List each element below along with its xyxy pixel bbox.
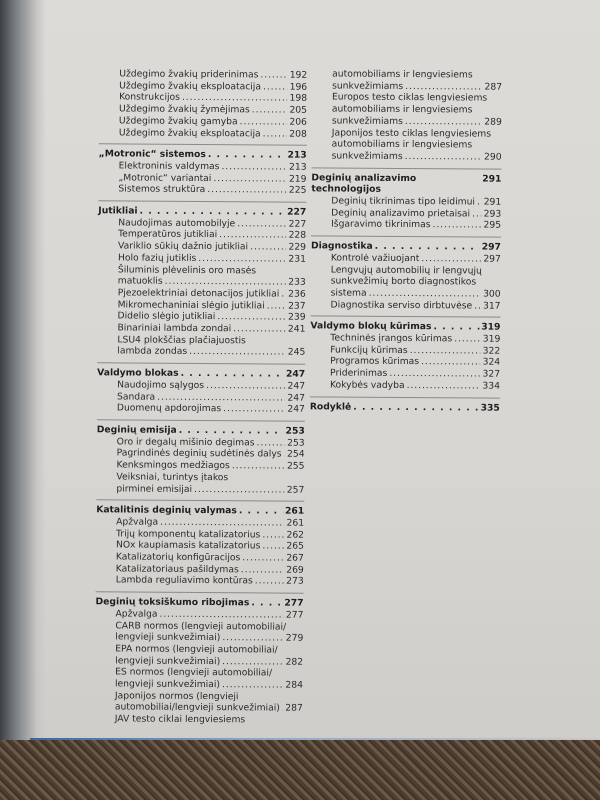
entry-page-number: 198 [289, 93, 308, 105]
entry-title: Uždegimo žvakių eksploatacija [118, 126, 261, 139]
entry-title: Katalizatoriaus pašildymas [115, 563, 239, 575]
entry-line [332, 150, 502, 163]
section-page-number: 253 [285, 425, 305, 437]
dot-leader [477, 197, 482, 209]
dot-leader [206, 380, 286, 392]
entry-page-number: 295 [483, 219, 502, 232]
entry-page-number: 208 [289, 128, 307, 140]
entry-page-number: 247 [287, 403, 305, 416]
entry-title: Apžvalga [115, 608, 158, 620]
entry-page-number: 317 [482, 300, 501, 312]
dot-leader [194, 483, 285, 495]
dot-leader [207, 184, 287, 196]
entry-title: Konstrukcijos [119, 91, 181, 104]
entry-page-number: 262 [286, 529, 305, 541]
entry-line [330, 379, 500, 392]
entry-page-number: 324 [482, 357, 501, 369]
section-title: Deginių toksiškumo ribojimas [95, 596, 250, 609]
dot-leader [262, 529, 284, 541]
toc-entry [97, 403, 305, 416]
entry-page-number: 334 [482, 380, 501, 392]
entry-title: lengvieji sunkvežimiai) [115, 631, 221, 644]
entry-page-number: 247 [287, 380, 306, 392]
dot-leader [240, 116, 288, 128]
entry-title: Kontrolė važiuojant [330, 252, 420, 264]
section-title: Valdymo blokas [97, 367, 179, 380]
dot-leader [472, 208, 482, 220]
entry-line [117, 403, 305, 416]
dot-leader [157, 391, 285, 404]
entry-title: Veiksniai, turintys įtakos [116, 471, 229, 483]
dot-leader [353, 401, 478, 414]
dot-leader [263, 81, 288, 93]
section-page-number: 335 [480, 402, 500, 414]
dot-leader [250, 241, 286, 253]
entry-page-number: 247 [287, 392, 306, 404]
toc-entry [95, 713, 303, 726]
entry-page-number: 289 [484, 116, 502, 128]
entry-page-number: 245 [287, 347, 306, 359]
section-page-number: 291 [482, 173, 502, 185]
entry-page-number: 231 [288, 253, 307, 265]
dot-leader [421, 357, 481, 369]
dot-leader [375, 241, 480, 253]
book-binding-shadow [0, 0, 46, 745]
entry-page-number: 269 [286, 564, 304, 576]
entry-title: pirminei emisijai [116, 482, 193, 495]
dot-leader [260, 69, 287, 81]
dot-leader [233, 323, 286, 335]
section-page-number: 319 [481, 321, 501, 334]
entry-page-number: 267 [286, 552, 304, 564]
entry-line [118, 184, 306, 197]
entry-title: Šiluminis plėvelinis oro masės [117, 263, 257, 276]
dot-leader [433, 322, 479, 334]
entry-page-number: 206 [289, 116, 307, 128]
dot-leader [165, 276, 287, 289]
entry-title: Programos kūrimas [330, 355, 420, 368]
entry-title: Deginių tikrinimas tipo leidimui [331, 195, 476, 208]
entry-line [117, 346, 305, 359]
dot-leader [140, 206, 286, 219]
dot-leader [474, 300, 481, 312]
entry-title: JAV testo ciklai lengviesiems [114, 713, 246, 726]
entry-line [116, 575, 304, 588]
dot-leader [159, 609, 284, 622]
toc-section [311, 235, 502, 312]
entry-page-number: 233 [288, 276, 306, 288]
dot-leader [213, 173, 287, 185]
dot-leader [369, 288, 482, 300]
entry-title: Lambda reguliavimo kontūras [115, 574, 253, 587]
toc-section [310, 396, 500, 414]
entry-line [116, 483, 304, 496]
entry-page-number: 282 [285, 656, 304, 668]
dot-leader [282, 703, 284, 715]
entry-page-number: 254 [287, 448, 305, 461]
entry-page-number: 300 [483, 288, 501, 300]
dot-leader [405, 116, 482, 128]
dot-leader [181, 368, 284, 380]
entry-title: CARB normos (lengvieji automobiliai/ [115, 619, 287, 633]
entry-title: EPA normos (lengvieji automobiliai/ [115, 643, 278, 656]
toc-section [98, 143, 306, 196]
entry-page-number: 228 [288, 230, 307, 242]
entry-title: Uždegimo žvakių gamyba [118, 115, 238, 128]
entry-page-number: 192 [289, 69, 308, 81]
dot-leader [189, 346, 286, 358]
entry-title: automobiliams ir lengviesiems [332, 68, 473, 81]
dot-leader [222, 656, 284, 668]
dot-leader [432, 220, 481, 232]
toc-entry [96, 471, 304, 496]
dot-leader [208, 149, 286, 161]
dot-leader [284, 449, 286, 461]
toc-entry [98, 264, 306, 289]
toc-entry [311, 264, 501, 300]
toc-entry [99, 127, 307, 140]
entry-line [331, 299, 501, 312]
section-page-number: 277 [284, 597, 304, 609]
entry-page-number: 277 [285, 609, 304, 621]
dot-leader [281, 289, 286, 301]
entry-page-number: 236 [288, 288, 306, 300]
section-title: Diagnostika [310, 240, 373, 252]
section-title: Valdymo blokų kūrimas [310, 320, 432, 333]
entry-title: ES normos (lengvieji automobiliai/ [115, 666, 273, 679]
entry-page-number: 327 [482, 368, 501, 380]
entry-title: automobiliams ir lengviesiems [331, 138, 473, 151]
entry-page-number: 297 [483, 253, 501, 265]
entry-title: sunkvežimių borto diagnostikos [330, 275, 477, 288]
entry-title: Sandara [116, 390, 156, 403]
entry-title: sistema [330, 287, 367, 299]
dot-leader [251, 597, 282, 609]
entry-page-number: 255 [286, 460, 305, 472]
entry-line [331, 219, 501, 232]
section-title: Deginių analizavimo technologijos [311, 171, 417, 196]
entry-page-number: 291 [483, 196, 502, 208]
dot-leader [241, 564, 285, 576]
entry-title: Naudojimo sąlygos [117, 379, 205, 391]
entry-title: matuoklis [117, 275, 163, 287]
section-page-number: 227 [287, 206, 307, 218]
entry-title: Funkcijų kūrimas [330, 344, 408, 356]
dot-leader [198, 253, 286, 265]
entry-title: Kokybės vadyba [329, 379, 405, 391]
entry-title: Variklio sūkių dažnio jutikliai [118, 240, 249, 253]
toc-entry [95, 690, 303, 715]
entry-title: sunkvežimiams [331, 150, 403, 162]
toc-left-column [95, 68, 308, 726]
carpet-background [0, 740, 600, 800]
entry-page-number: 237 [288, 300, 306, 312]
section-heading [311, 172, 501, 197]
entry-title: Trijų komponentų katalizatorius [116, 528, 261, 541]
entry-page-number: 219 [288, 173, 307, 185]
entry-line [115, 714, 303, 727]
toc-right-column [310, 68, 502, 414]
entry-page-number: 265 [286, 540, 304, 553]
dot-leader [407, 380, 481, 392]
entry-page-number: 253 [287, 437, 305, 449]
entry-title: Didelio slėgio jutikliai [117, 310, 216, 323]
entry-page-number: 322 [482, 345, 501, 357]
entry-page-number: 290 [484, 151, 502, 163]
dot-leader [221, 161, 287, 173]
entry-title: Elektroninis valdymas [118, 160, 220, 173]
toc-entry [312, 92, 502, 128]
toc-section [95, 591, 304, 726]
entry-page-number: 257 [286, 484, 305, 496]
entry-title: automobiliams ir lengviesiems [331, 103, 473, 116]
section-title: Deginių emisija [96, 424, 177, 436]
toc-entry [311, 219, 501, 232]
entry-title: Mikromechaniniai slėgio jutikliai [117, 299, 265, 312]
toc-entry [98, 184, 306, 197]
entry-title: Uždegimo žvakių eksploatacija [119, 80, 262, 93]
dot-leader [252, 104, 288, 116]
dot-leader [160, 517, 285, 530]
section-page-number: 261 [284, 505, 305, 517]
entry-page-number: 227 [288, 218, 307, 230]
dot-leader [222, 632, 284, 644]
entry-page-number: 319 [482, 333, 501, 345]
entry-title: sunkvežimiams [332, 80, 404, 92]
entry-page-number: 229 [288, 241, 307, 253]
toc-entry [95, 667, 303, 692]
entry-page-number: 284 [285, 679, 304, 691]
section-page-number: 247 [285, 368, 306, 380]
toc-section [96, 499, 305, 587]
toc-entry [97, 334, 305, 359]
entry-title: Diagnostika serviso dirbtuvėse [330, 299, 473, 312]
dot-leader [237, 218, 287, 230]
entry-page-number: 239 [287, 311, 306, 324]
entry-title: Uždegimo žvakių žymėjimas [118, 103, 250, 116]
toc-entry [311, 299, 501, 312]
section-title: Jutikliai [98, 205, 138, 217]
entry-line [119, 127, 307, 140]
toc-entry [312, 127, 502, 163]
dot-leader [405, 151, 482, 163]
toc-section [97, 200, 306, 359]
dot-leader [223, 403, 285, 415]
section-title: Katalitinis deginių valymas [96, 504, 237, 517]
dot-leader [262, 541, 284, 553]
entry-title: Japonijos normos (lengvieji [114, 690, 239, 703]
entry-title: Lengvųjų automobilių ir lengvųjų [330, 264, 482, 277]
entry-page-number: 225 [288, 184, 307, 197]
entry-title: sunkvežimiams [331, 115, 403, 127]
dot-leader [219, 230, 287, 242]
section-page-number: 213 [287, 149, 307, 161]
toc-section [311, 167, 501, 232]
dot-leader [267, 300, 287, 312]
section-title: Rodyklė [309, 400, 352, 413]
entry-title: Techninės įrangos kūrimas [330, 332, 453, 345]
entry-title: Temperatūros jutikliai [118, 228, 218, 241]
entry-title: LSU4 plokščias plačiajuostis [117, 334, 246, 347]
section-title: „Motronic“ sistemos [98, 148, 206, 161]
entry-title: Apžvalga [116, 516, 159, 528]
entry-title: lambda zondas [117, 345, 188, 358]
entry-page-number: 205 [289, 104, 308, 116]
entry-page-number: 279 [285, 632, 304, 644]
entry-page-number: 196 [289, 81, 308, 93]
entry-title: Europos testo ciklas lengviesiems [331, 91, 488, 104]
entry-title: Kenksmingos medžiagos [116, 459, 230, 472]
section-page-number: 297 [481, 241, 501, 253]
toc-entry [310, 379, 500, 392]
dot-leader [239, 505, 283, 517]
dot-leader [421, 253, 481, 265]
toc-entry [95, 643, 303, 668]
dot-leader [222, 679, 284, 691]
dot-leader [217, 311, 286, 323]
dot-leader [454, 333, 481, 345]
entry-title: Priderinimas [330, 367, 388, 380]
dot-leader [389, 368, 480, 380]
dot-leader [263, 128, 288, 140]
dot-leader [232, 460, 285, 472]
entry-title: Deginių analizavimo prietaisai [331, 207, 471, 220]
entry-title: Japonijos testo ciklas lengviesiems [331, 126, 492, 140]
toc-section [310, 316, 501, 393]
entry-title: lengvieji sunkvežimiai) [115, 655, 221, 667]
entry-title: Sistemos struktūra [118, 183, 206, 196]
toc-entry [95, 620, 303, 645]
toc-entry [96, 575, 304, 588]
entry-title: Oro ir degalų mišinio degimas [116, 436, 255, 449]
entry-title: Holo fazių jutiklis [117, 252, 197, 264]
entry-title: Binariniai lambda zondai [117, 322, 232, 335]
dot-leader [179, 425, 284, 437]
entry-title: Uždegimo žvakių priderinimas [119, 68, 259, 81]
toc-section [99, 68, 307, 140]
entry-title: Pagrindinės deginių sudėtinės dalys [116, 447, 282, 460]
entry-page-number: 287 [484, 81, 503, 93]
section-heading [310, 401, 500, 414]
entry-title: „Motronic“ variantai [118, 172, 212, 184]
entry-title: NOx kaupiamasis katalizatorius [115, 539, 261, 552]
dot-leader [255, 576, 284, 588]
entry-page-number: 213 [289, 161, 307, 173]
dot-leader [256, 437, 285, 449]
entry-page-number: 293 [483, 208, 502, 220]
toc-section [312, 68, 503, 163]
dot-leader [242, 552, 284, 564]
entry-page-number: 273 [286, 576, 304, 588]
entry-title: lengvieji sunkvežimiai) [114, 678, 221, 691]
entry-title: Katalizatorių konfigūracijos [115, 551, 241, 564]
entry-page-number: 241 [287, 323, 306, 335]
toc-section [97, 362, 305, 415]
dot-leader [182, 92, 288, 104]
toc-section [96, 419, 305, 496]
entry-title: Naudojimas automobilyje [118, 217, 236, 229]
entry-title: Išgaravimo tikrinimas [331, 218, 431, 231]
dot-leader [405, 81, 482, 93]
entry-title: automobiliai/lengvieji sunkvežimiai) [114, 701, 280, 715]
toc-entry [312, 68, 502, 93]
dot-leader [410, 345, 481, 357]
entry-title: Pjezoelektriniai detonacijos jutikliai [117, 287, 280, 300]
entry-title: Duomenų apdorojimas [116, 402, 222, 415]
entry-page-number: 287 [285, 703, 303, 715]
entry-page-number: 261 [286, 517, 305, 529]
